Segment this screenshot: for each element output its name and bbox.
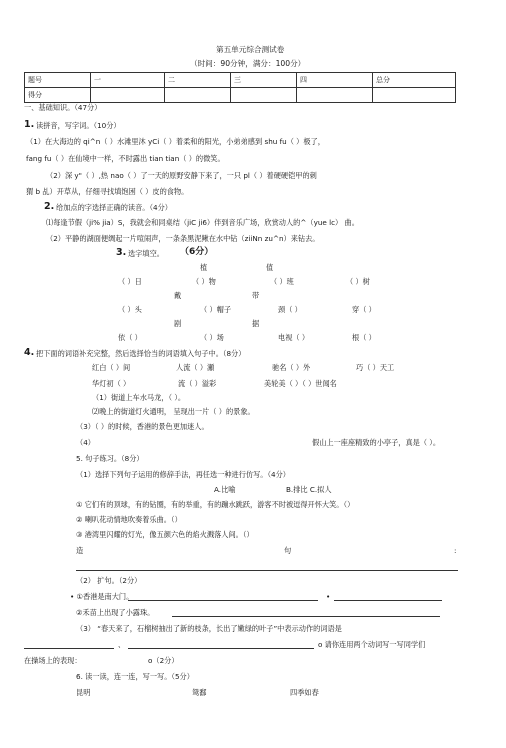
idiom-item: 美轮美（ ）（ ）世闻名 <box>264 379 337 388</box>
option-bc: B.排比 C.拟人 <box>286 485 332 494</box>
char-option: 带 <box>252 291 260 300</box>
answer-line <box>128 600 318 601</box>
blank-item: （ ）头 <box>118 305 142 314</box>
table-cell: 一 <box>91 73 165 88</box>
answer-line <box>128 648 314 649</box>
char-option: 剧 <box>174 319 182 328</box>
question-text: o（2分） <box>148 656 179 665</box>
answer-line <box>334 600 442 601</box>
question-number: 3. <box>116 247 127 258</box>
sentence-item: ②禾苗上出现了小露珠。 <box>76 608 155 617</box>
sentence-item: ⑵晚上的街道灯火通明， 呈现出一片（ ）的景象。 <box>92 407 255 416</box>
table-cell <box>231 88 297 103</box>
sentence-item: ② 喇叭花动情地吹奏着乐曲。（） <box>76 515 182 524</box>
section-heading: 一、基础知识。（47分） <box>24 103 102 112</box>
blank-item: 颈（ ） <box>278 305 302 314</box>
blank-item: （ ）日 <box>118 277 142 286</box>
blank-item: 依（ ） <box>118 333 142 342</box>
question-text: （2）深 y"（ ）,热 nao（ ）了一天的原野安静下来了，一只 pl（ ）着硬硬铠甲的刺 <box>46 171 317 180</box>
table-cell <box>373 88 456 103</box>
question-text: （1）选择下列句子运用的修辞手法，再任选一种进行仿写。（4分） <box>76 470 290 479</box>
make-sentence-label: : <box>454 546 457 555</box>
char-option: 值 <box>266 263 274 272</box>
table-cell: 总分 <box>373 73 456 88</box>
question-text: （2） 扩句。（2分） <box>76 576 142 585</box>
option-a: A.比喻 <box>214 485 236 494</box>
blank-item: （ ）物 <box>192 277 216 286</box>
question-title: 6. 读一读，连一连，写一写。（5分） <box>76 672 194 681</box>
blank-item: （ ）班 <box>270 277 294 286</box>
idiom-item: 红白（ ）间 <box>92 363 131 372</box>
idiom-item: 华灯初（ ） <box>92 379 131 388</box>
sentence-item: （4） <box>76 438 95 447</box>
idiom-item: 驰名（ ）外 <box>272 363 311 372</box>
question-title: 读拼音，写字词。（10分） <box>36 121 121 130</box>
question-title: 给加点的字选择正确的读音。（4分） <box>56 203 172 212</box>
char-option: 戴 <box>174 291 182 300</box>
question-text: o 请你连用两个动词写一写同学们 <box>318 640 426 649</box>
bullet-dot: • <box>326 592 331 601</box>
separator: 、 <box>118 640 126 649</box>
table-cell: 二 <box>165 73 231 88</box>
table-cell: 得分 <box>25 88 91 103</box>
idiom-item: 流（ ）溢彩 <box>178 379 217 388</box>
question-text: 在操场上的表现： <box>24 656 82 665</box>
table-cell <box>165 88 231 103</box>
sentence-item: • ①香港是南大门。 <box>70 592 134 601</box>
table-row <box>25 88 456 103</box>
question-title: 把下面的词语补充完整，然后选择恰当的词语填入句子中。（8分） <box>36 349 246 358</box>
sentence-item: 假山上一座座精致的小亭子，真是（ ）。 <box>312 438 441 447</box>
idiom-item: 巧（ ）天工 <box>356 363 395 372</box>
blank-item: 穿（ ） <box>352 305 376 314</box>
question-title: 5. 句子练习。（8分） <box>76 454 144 463</box>
blank-item: 根（ ） <box>352 333 376 342</box>
table-row <box>25 73 456 88</box>
table-cell: 三 <box>231 73 297 88</box>
question-number: 4. <box>24 347 35 358</box>
blank-item: （ ）场 <box>200 333 224 342</box>
match-word: 鸳鄱 <box>192 688 207 697</box>
table-cell: 四 <box>297 73 373 88</box>
table-cell: 题号 <box>25 73 91 88</box>
sentence-item: （3）（ ）的时候，香港的景色更加迷人。 <box>76 422 209 431</box>
idiom-item: 人流（ ）瀬 <box>176 363 215 372</box>
sentence-item: ③ 港湾里闪耀的灯光，像五颜六色的焰火溅落人间。（） <box>76 530 254 539</box>
sentence-item: ① 它们有的顶球，有的钻圈，有的举重，有的蹦水跳跃，游客不时被逗得开怀大笑。（） <box>76 500 355 509</box>
blank-item: （ ）树 <box>346 277 370 286</box>
blank-item: （ ）帽子 <box>200 305 232 314</box>
question-text: fang fu（ ）在仙境中一样，不时露出 tian tian（ ）的微笑。 <box>26 154 225 163</box>
question-number: 2. <box>44 201 55 212</box>
exam-title: 第五单元综合测试卷 <box>216 45 285 54</box>
score-table <box>24 72 456 103</box>
question-points: （6分） <box>180 247 214 257</box>
question-title: 选字填空。 <box>128 249 164 258</box>
match-word: 昆明 <box>76 688 91 697</box>
question-text: 猬 b 乩）开草从，仔细寻找填饱困（ ）皮的食物。 <box>26 187 189 196</box>
blank-item: 电视（ ） <box>278 333 310 342</box>
char-option: 植 <box>200 263 208 272</box>
make-sentence-label: 句 <box>284 546 292 555</box>
question-text: （1）在大海边的 qi^n（ ）水滩里沐 yCi（ ）着柔和的阳光，小弟弟感到 shu fu（ ）极了， <box>26 137 325 146</box>
question-number: 1. <box>24 119 35 130</box>
question-text: （3） “春天来了，石榴树抽出了新的枝条，长出了嫩绿的叶子”中表示动作的词语是 <box>76 624 342 633</box>
char-option: 据 <box>252 319 260 328</box>
answer-line <box>172 616 440 617</box>
sentence-item: （1）街道上车水马龙，（ ）。 <box>92 393 186 402</box>
match-word: 四季如春 <box>290 688 319 697</box>
answer-line <box>76 570 458 571</box>
make-sentence-label: 造 <box>76 546 84 555</box>
exam-subtitle: （时间：90分钟，满分：100分） <box>190 59 306 68</box>
answer-line <box>24 648 114 649</box>
table-cell <box>297 88 373 103</box>
question-text: （2）平静的湖面便绸起一片喧闹声，一条条黑泥鳅在水中钻（ziiNn zu^n）来钻去。 <box>46 234 320 243</box>
question-text: ⑴每逢节假（ji% jia）S，我就会和同桌结（jiC ji6）伴到音乐广场，欣赏动人的^（yue lc） 曲。 <box>46 218 359 227</box>
table-cell <box>91 88 165 103</box>
